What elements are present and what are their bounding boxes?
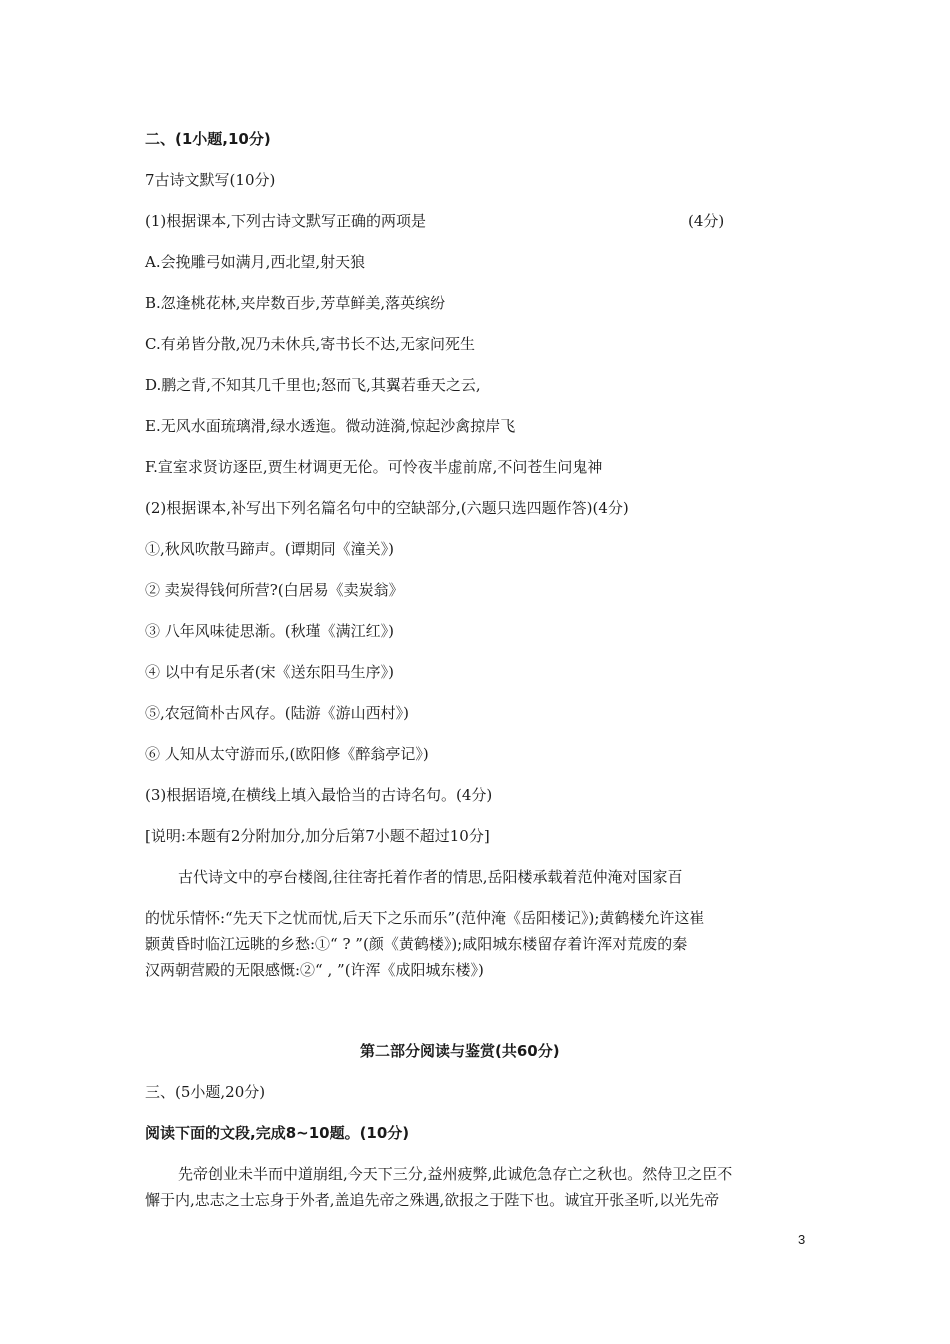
passage-line2: 懈于内,忠志之士忘身于外者,盖追先帝之殊遇,欲报之于陛下也。诚宜开张圣听,以光先帝 (145, 1191, 720, 1209)
section3-heading: 三、(5小题,20分) (145, 1083, 266, 1101)
part2-heading: 第二部分阅读与鉴赏(共60分) (360, 1042, 560, 1060)
fill-item-2: ② 卖炭得钱何所营?(白居易《卖炭翁》 (145, 581, 404, 599)
passage-line1: 先帝创业未半而中道崩组,今天下三分,益州疲弊,此诚危急存亡之秋也。然侍卫之臣不 (178, 1165, 733, 1183)
part3-paragraph-line1: 古代诗文中的亭台楼阁,往往寄托着作者的情思,岳阳楼承载着范仲淹对国家百 (178, 868, 683, 886)
fill-item-1: ①,秋风吹散马蹄声。(谭期同《潼关》) (145, 540, 394, 558)
fill-item-3: ③ 八年风味徒思渐。(秋瑾《满江红》) (145, 622, 394, 640)
part3-note: [说明:本题有2分附加分,加分后第7小题不超过10分] (145, 827, 490, 845)
fill-item-6: ⑥ 人知从太守游而乐,(欧阳修《醉翁亭记》) (145, 745, 429, 763)
part1-prompt: (1)根据课本,下列古诗文默写正确的两项是 (145, 212, 427, 230)
section2-heading: 二、(1小题,10分) (145, 130, 271, 148)
part3-paragraph-line4: 汉两朝营殿的无限感慨:②“ , ”(许浑《成阳城东楼》) (145, 961, 484, 979)
option-f: F.宣室求贤访逐臣,贾生材调更无伦。可怜夜半虚前席,不问苍生问鬼神 (145, 458, 603, 476)
option-e: E.无风水面琉璃滑,绿水透迤。微动涟漪,惊起沙禽掠岸飞 (145, 417, 516, 435)
option-a: A.会挽雕弓如满月,西北望,射天狼 (145, 253, 366, 271)
page-number: 3 (798, 1232, 806, 1247)
part3-prompt: (3)根据语境,在横线上填入最恰当的古诗名句。(4分) (145, 786, 493, 804)
part1-score: (4分) (688, 212, 725, 230)
option-d: D.鹏之背,不知其几千里也;怒而飞,其翼若垂天之云, (145, 376, 481, 394)
reading-instruction: 阅读下面的文段,完成8~10题。(10分) (145, 1124, 410, 1142)
part2-prompt: (2)根据课本,补写出下列名篇名句中的空缺部分,(六题只选四题作答)(4分) (145, 499, 629, 517)
option-c: C.有弟皆分散,况乃未休兵,寄书长不达,无家问死生 (145, 335, 476, 353)
part3-paragraph-line3: 颢黄昏时临江远眺的乡愁:①“ ? ”(颜《黄鹤楼》);咸阳城东楼留存着许浑对荒废的秦 (145, 935, 688, 953)
question7-title: 7古诗文默写(10分) (145, 171, 276, 189)
fill-item-4: ④ 以中有足乐者(宋《送东阳马生序》) (145, 663, 394, 681)
option-b: B.忽逢桃花林,夹岸数百步,芳草鲜美,落英缤纷 (145, 294, 446, 312)
part3-paragraph-line2: 的忧乐情怀:“先天下之忧而忧,后天下之乐而乐”(范仲淹《岳阳楼记》);黄鹤楼允许这崔 (145, 909, 705, 927)
fill-item-5: ⑤,农冠简朴古风存。(陆游《游山西村》) (145, 704, 409, 722)
